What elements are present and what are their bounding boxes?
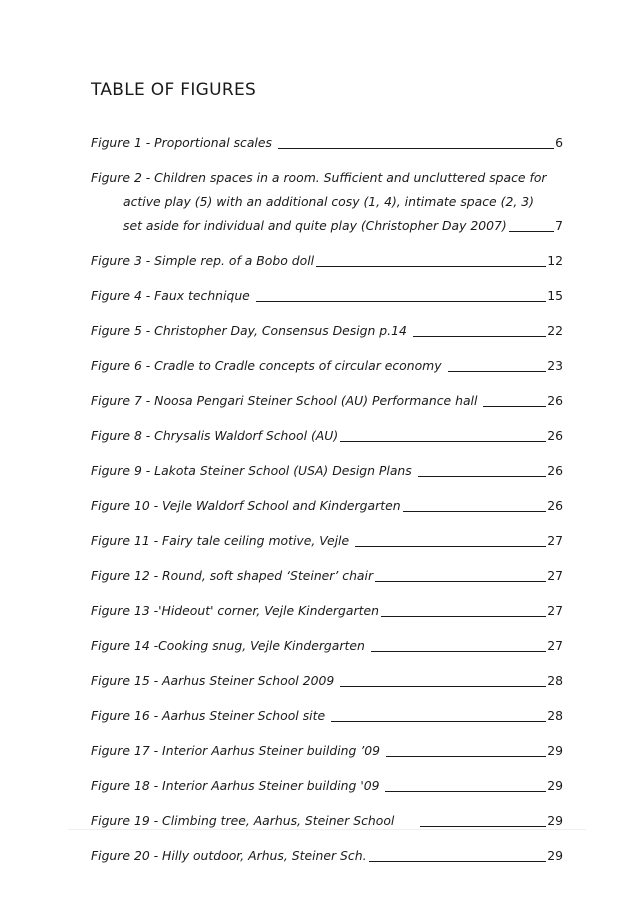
toc-entry-label: Figure 19 - Climbing tree, Aarhus, Steiner School [91, 813, 418, 828]
toc-entry-page: 12 [547, 253, 563, 268]
toc-entry-label: Figure 15 - Aarhus Steiner School 2009 [91, 673, 339, 688]
toc-entry-label: Figure 8 - Chrysalis Waldorf School (AU) [91, 428, 339, 443]
toc-entry[interactable] [91, 564, 563, 588]
toc-entry-page: 27 [547, 533, 563, 548]
page-title: TABLE OF FIGURES [91, 80, 257, 100]
toc-entry-figure-2[interactable] [91, 166, 563, 238]
toc-entry[interactable] [91, 319, 563, 343]
table-of-figures [91, 131, 563, 868]
toc-entry-label-line-2: active play (5) with an additional cosy (1, 4), intimate space (2, 3) [123, 194, 534, 209]
toc-entry-label-line-1: Figure 2 - Children spaces in a room. Sufficient and uncluttered space for [91, 170, 547, 185]
toc-entry-label: Figure 12 - Round, soft shaped ‘Steiner’ chair [91, 568, 374, 583]
leader-line [381, 616, 546, 617]
toc-entry-label: Figure 11 - Fairy tale ceiling motive, Vejle [91, 533, 354, 548]
toc-entry-page: 29 [547, 848, 563, 863]
toc-entry[interactable] [91, 459, 563, 483]
toc-entry[interactable] [91, 844, 563, 868]
toc-entry-label: Figure 4 - Faux technique [91, 288, 254, 303]
toc-entry-page: 6 [555, 135, 563, 150]
toc-entry-label: Figure 20 - Hilly outdoor, Arhus, Steiner Sch. [91, 848, 367, 863]
toc-entry-page: 28 [547, 673, 563, 688]
leader-line [316, 266, 546, 267]
toc-entry-page: 27 [547, 568, 563, 583]
leader-line [355, 546, 546, 547]
toc-entry-page: 23 [547, 358, 563, 373]
toc-entry-label: Figure 1 - Proportional scales [91, 135, 276, 150]
leader-line [371, 651, 546, 652]
leader-line [418, 476, 547, 477]
toc-entry-page: 22 [547, 323, 563, 338]
toc-entry-page: 26 [547, 428, 563, 443]
toc-entry-page: 15 [547, 288, 563, 303]
toc-entry-page: 26 [547, 393, 563, 408]
toc-entry[interactable] [91, 494, 563, 518]
toc-entry[interactable] [91, 424, 563, 448]
toc-entry-page: 7 [555, 218, 563, 233]
leader-line [403, 511, 547, 512]
leader-line [386, 756, 546, 757]
footer-divider [68, 829, 586, 830]
toc-entry-page: 27 [547, 603, 563, 618]
toc-entry-label: Figure 18 - Interior Aarhus Steiner building '09 [91, 778, 384, 793]
leader-line [385, 791, 546, 792]
toc-entry-page: 28 [547, 708, 563, 723]
toc-entry-label: Figure 14 -Cooking snug, Vejle Kindergarten [91, 638, 369, 653]
toc-entry[interactable] [91, 669, 563, 693]
toc-entry-page: 29 [547, 813, 563, 828]
toc-entry[interactable] [91, 739, 563, 763]
leader-line [256, 301, 546, 302]
toc-entry-label: Figure 13 -'Hideout' corner, Vejle Kindergarten [91, 603, 379, 618]
toc-entry[interactable] [91, 529, 563, 553]
toc-entry[interactable] [91, 704, 563, 728]
toc-entry-label: Figure 7 - Noosa Pengari Steiner School (AU) Performance hall [91, 393, 482, 408]
leader-line [340, 441, 546, 442]
toc-entry-label-line-3: set aside for individual and quite play (Christopher Day 2007) [123, 218, 507, 233]
toc-entry-figure-1[interactable] [91, 131, 563, 155]
leader-line [369, 861, 547, 862]
toc-entry-page: 29 [547, 778, 563, 793]
toc-entry[interactable] [91, 389, 563, 413]
toc-entry[interactable] [91, 634, 563, 658]
toc-entry[interactable] [91, 284, 563, 308]
leader-line [420, 826, 546, 827]
toc-entry-label: Figure 9 - Lakota Steiner School (USA) Design Plans [91, 463, 416, 478]
leader-line [375, 581, 546, 582]
leader-line [483, 406, 546, 407]
toc-entry-label: Figure 3 - Simple rep. of a Bobo doll [91, 253, 315, 268]
toc-entry-label: Figure 10 - Vejle Waldorf School and Kindergarten [91, 498, 401, 513]
toc-entry[interactable] [91, 354, 563, 378]
toc-entry[interactable] [91, 249, 563, 273]
toc-entry-page: 29 [547, 743, 563, 758]
toc-entry-label: Figure 16 - Aarhus Steiner School site [91, 708, 330, 723]
leader-line [448, 371, 547, 372]
toc-entry-page: 26 [547, 498, 563, 513]
toc-entry-label: Figure 6 - Cradle to Cradle concepts of circular economy [91, 358, 446, 373]
leader-line [278, 148, 554, 149]
leader-line [331, 721, 546, 722]
toc-entry[interactable] [91, 599, 563, 623]
toc-entry[interactable] [91, 774, 563, 798]
leader-line [340, 686, 546, 687]
leader-line [413, 336, 546, 337]
toc-entry-page: 27 [547, 638, 563, 653]
toc-entry-label: Figure 5 - Christopher Day, Consensus Design p.14 [91, 323, 411, 338]
toc-entry-label: Figure 17 - Interior Aarhus Steiner building ’09 [91, 743, 384, 758]
leader-line [509, 231, 554, 232]
toc-entry-page: 26 [547, 463, 563, 478]
